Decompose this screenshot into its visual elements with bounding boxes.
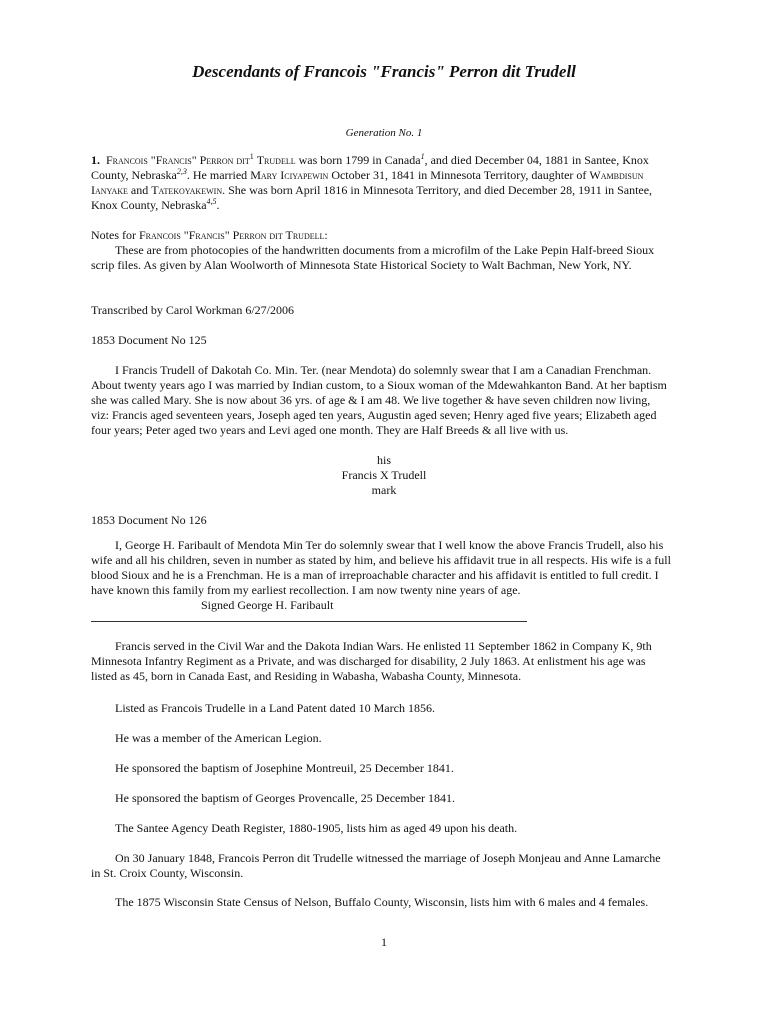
- doc125-body: I Francis Trudell of Dakotah Co. Min. Ter. (near Mendota) do solemnly swear that I am a Canadian Frenchman. About twenty years ago I was married by Indian custom, to a Sioux woman of the Mdewahkanton Band. At her baptism she was called Mary. She is now about 36 yrs. of age & I am 48. We live together & have seven children now living, viz: Francis aged seventeen years, Joseph aged ten years, Augustin aged seven; Henry aged five years; Elizabeth aged four years; Peter aged two years and Levi aged one month. They are Half Breeds & all live with us.: [91, 363, 667, 437]
- paragraph-legion: He was a member of the American Legion.: [115, 731, 322, 745]
- page-number: 1: [381, 935, 387, 949]
- notes-heading-prefix: Notes for: [91, 228, 139, 242]
- doc126-body: I, George H. Faribault of Mendota Min Ter do solemnly swear that I well know the above Francis Trudell, also his wife and all his children, seven in number as stated by him, and believe his affidavit true in all respects. His wife is a full blood Sioux and he is a Frenchman. He is a man of irreproachable character and his affidavit is entitled to full credit. I have known this family from my earliest recollection. I am now twenty nine years of age.: [91, 538, 671, 597]
- entry-text: October 31, 1841 in Minnesota Territory, daughter of: [328, 168, 590, 182]
- footnote-ref: 1: [249, 152, 254, 161]
- signature-mark: mark: [371, 483, 397, 497]
- paragraph-baptism-provencalle: He sponsored the baptism of Georges Provencalle, 25 December 1841.: [115, 791, 456, 805]
- signature-name: Francis X Trudell: [341, 468, 427, 482]
- document-title: Descendants of Francois "Francis" Perron dit Trudell: [192, 62, 576, 81]
- father-name: Wambdisun Ianyake: [91, 168, 644, 197]
- footnote-ref: 2,3: [176, 167, 187, 176]
- doc126-signature: Signed George H. Faribault: [201, 598, 334, 612]
- notes-heading-suffix: :: [324, 228, 328, 242]
- entry-text: .: [216, 198, 220, 212]
- spouse-name: Mary Iciyapewin: [250, 168, 329, 182]
- person-name: Francois "Francis" Perron dit: [106, 153, 250, 167]
- notes-body: These are from photocopies of the handwritten documents from a microfilm of the Lake Pepin Half-breed Sioux scrip files. As given by Alan Woolworth of Minnesota State Historical Society to Walt Bachman, New York, NY.: [91, 243, 655, 272]
- footnote-ref: 4,5: [206, 197, 217, 206]
- entry-paragraph: [91, 153, 671, 213]
- entry-text: and: [127, 183, 152, 197]
- entry-text: , and died December 04, 1881 in Santee, Knox County, Nebraska: [91, 153, 649, 182]
- notes-heading-name: Francois "Francis" Perron dit Trudell: [139, 228, 325, 242]
- notes-section: [91, 228, 671, 243]
- entry-text: . He married: [186, 168, 251, 182]
- paragraph-death-register: The Santee Agency Death Register, 1880-1905, lists him as aged 49 upon his death.: [115, 821, 518, 835]
- paragraph-baptism-montreuil: He sponsored the baptism of Josephine Montreuil, 25 December 1841.: [115, 761, 454, 775]
- doc126-heading: 1853 Document No 126: [91, 513, 207, 527]
- signature-his: his: [376, 453, 391, 467]
- entry-text: . She was born April 1816 in Minnesota Territory, and died December 28, 1911 in Santee, Knox County, Nebraska: [91, 183, 653, 212]
- doc125-heading: 1853 Document No 125: [91, 333, 207, 347]
- section-divider: [91, 621, 527, 622]
- transcribed-note: Transcribed by Carol Workman 6/27/2006: [91, 303, 295, 317]
- entry-number: 1.: [91, 153, 100, 167]
- paragraph-marriage-witness: On 30 January 1848, Francois Perron dit Trudelle witnessed the marriage of Joseph Monjeau and Anne Lamarche in St. Croix County, Wisconsin.: [91, 851, 661, 880]
- mother-name: Tatekoyakewin: [151, 183, 223, 197]
- person-surname: Trudell: [256, 153, 296, 167]
- entry-text: was born 1799 in Canada: [295, 153, 421, 167]
- footnote-ref: 1: [420, 152, 425, 161]
- paragraph-military: Francis served in the Civil War and the Dakota Indian Wars. He enlisted 11 September 1862 in Company K, 9th Minnesota Infantry Regiment as a Private, and was discharged for disability, 2 July 1863. At enlistment his age was listed as 45, born in Canada East, and Residing in Wabasha, Wabasha County, Minnesota.: [91, 639, 652, 683]
- paragraph-census: The 1875 Wisconsin State Census of Nelson, Buffalo County, Wisconsin, lists him with 6 males and 4 females.: [115, 895, 649, 909]
- generation-heading: Generation No. 1: [345, 127, 423, 139]
- paragraph-land-patent: Listed as Francois Trudelle in a Land Patent dated 10 March 1856.: [115, 701, 435, 715]
